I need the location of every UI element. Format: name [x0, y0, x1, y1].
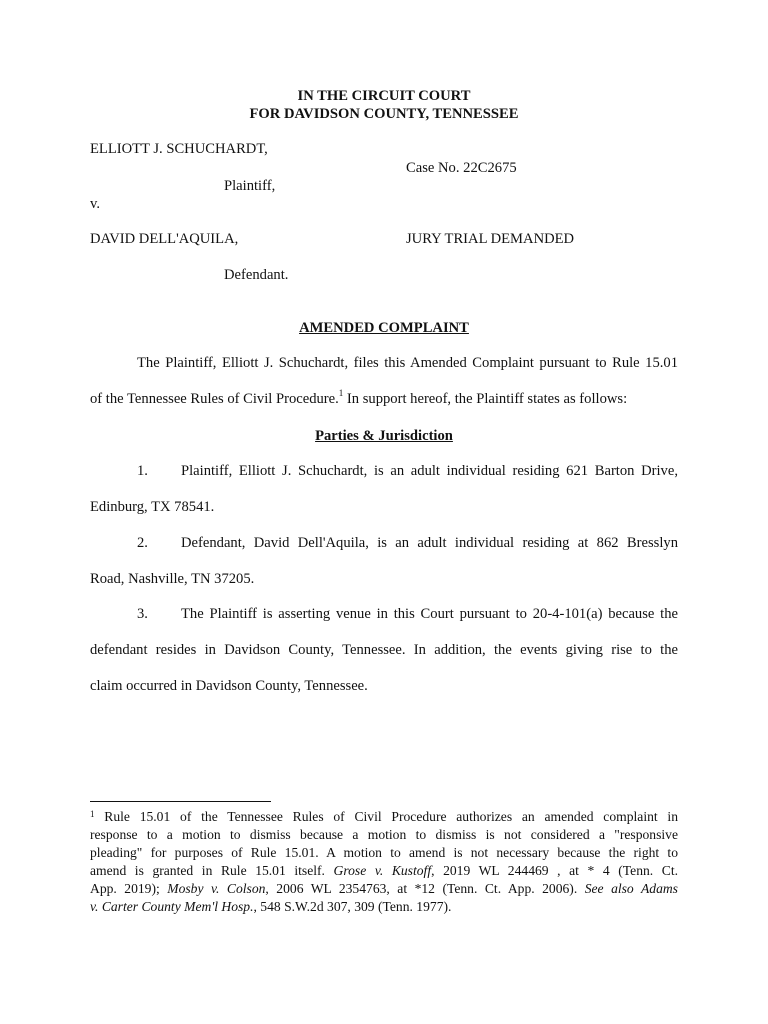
case-citation: Grose v. Kustoff [333, 863, 432, 878]
footnote-text: Rule 15.01 of the Tennessee Rules of Civil Procedure authorizes an amended complaint in [94, 809, 678, 824]
footnote-line-5 [90, 880, 678, 898]
plaintiff-name: ELLIOTT J. SCHUCHARDT, [90, 141, 268, 157]
jury-demand: JURY TRIAL DEMANDED [406, 231, 575, 247]
intro-line-2 [90, 388, 628, 408]
court-name-line-2: FOR DAVIDSON COUNTY, TENNESSEE [249, 106, 519, 122]
case-number: Case No. 22C2675 [406, 160, 517, 176]
footnote-separator [90, 801, 271, 802]
document-title: AMENDED COMPLAINT [299, 320, 469, 336]
paragraph-2-line-2: Road, Nashville, TN 37205. [90, 571, 255, 587]
footnote-text: amend is granted in Rule 15.01 itself. [90, 863, 334, 878]
paragraph-number: 3. [137, 606, 148, 622]
court-name-line-1: IN THE CIRCUIT COURT [297, 88, 471, 104]
intro-text-b: In support hereof, the Plaintiff states as follows: [343, 391, 628, 407]
defendant-name: DAVID DELL'AQUILA, [90, 231, 239, 247]
plaintiff-role: Plaintiff, [224, 178, 276, 194]
intro-line-1: The Plaintiff, Elliott J. Schuchardt, files this Amended Complaint pursuant to Rule 15.01 [137, 355, 678, 371]
footnote-text: , 2019 WL 244469 , at * 4 (Tenn. Ct. [431, 863, 678, 878]
footnote [90, 808, 678, 916]
case-citation: v. Carter County Mem'l Hosp. [90, 899, 254, 914]
paragraph-1-line-1: Plaintiff, Elliott J. Schuchardt, is an adult individual residing 621 Barton Drive, [181, 463, 678, 479]
footnote-text: App. 2019); [90, 881, 168, 896]
versus: v. [90, 196, 100, 212]
case-citation: Mosby v. Colson [167, 881, 266, 896]
footnote-line-3: pleading" for purposes of Rule 15.01. A motion to amend is not necessary because the right to [90, 845, 678, 860]
paragraph-number: 1. [137, 463, 148, 479]
paragraph-2-line-1: Defendant, David Dell'Aquila, is an adult individual residing at 862 Bresslyn [181, 535, 678, 551]
footnote-line-4 [90, 862, 678, 880]
footnote-marker: 1 [90, 809, 95, 819]
footnote-text: , 2006 WL 2354763, at *12 (Tenn. Ct. App. 2006). [265, 881, 585, 896]
section-heading: Parties & Jurisdiction [315, 428, 453, 444]
footnote-line-6 [90, 898, 678, 916]
footnote-line-2: response to a motion to dismiss because a motion to dismiss is not considered a "responsive [90, 827, 678, 842]
citation-signal: See also Adams [584, 881, 678, 896]
intro-text-a: of the Tennessee Rules of Civil Procedure. [90, 391, 339, 407]
paragraph-3-line-3: claim occurred in Davidson County, Tennessee. [90, 678, 368, 694]
footnote-reference: 1 [338, 388, 344, 398]
paragraph-number: 2. [137, 535, 148, 551]
paragraph-3-line-2: defendant resides in Davidson County, Tennessee. In addition, the events giving rise to the [90, 642, 678, 658]
footnote-text: , 548 S.W.2d 307, 309 (Tenn. 1977). [253, 899, 452, 914]
footnote-line-1 [90, 808, 678, 826]
defendant-role: Defendant. [224, 267, 289, 283]
paragraph-3-line-1: The Plaintiff is asserting venue in this Court pursuant to 20-4-101(a) because the [181, 606, 678, 622]
paragraph-1-line-2: Edinburg, TX 78541. [90, 499, 215, 515]
